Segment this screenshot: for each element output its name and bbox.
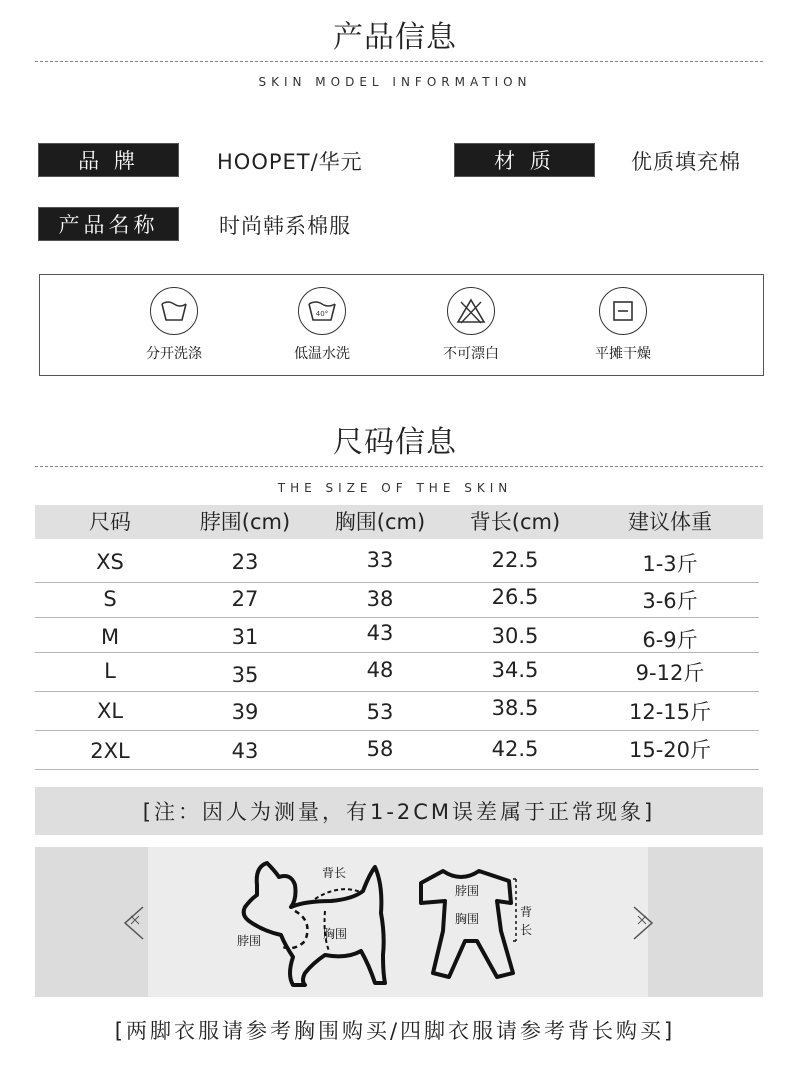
table-row [35,583,759,618]
divider [35,466,763,467]
chevron-left-icon[interactable] [119,903,147,943]
coat-back-label: 长 [520,923,533,937]
care-item [114,287,234,363]
table-row [35,541,759,583]
size-table-header [35,505,763,539]
dry-flat-icon [599,287,647,335]
cell-size: S [103,587,117,611]
header-weight: 建议体重 [628,510,712,534]
brand-label: 品 牌 [38,143,179,177]
care-label: 平摊干燥 [595,346,651,362]
cell-neck: 23 [231,550,259,574]
care-item [262,287,382,363]
svg-text:40°: 40° [315,310,329,318]
no-bleach-icon [447,287,495,335]
coat-chest-label: 胸围 [455,912,480,926]
measurement-note: [注：因人为测量，有1-2CM误差属于正常现象] [35,787,763,835]
table-row [35,731,759,770]
product-name-value: 时尚韩系棉服 [219,214,351,238]
header-chest: 胸围(cm) [334,510,426,534]
material-value: 优质填充棉 [631,150,741,174]
divider [35,61,763,62]
cell-chest: 33 [366,548,394,572]
table-row [35,653,759,692]
coat-back-label: 背 [520,905,533,919]
cell-back: 34.5 [491,658,539,682]
cell-neck: 35 [231,663,259,687]
cell-neck: 31 [231,625,259,649]
care-item [563,287,683,363]
cell-neck: 43 [231,739,259,763]
cell-back: 42.5 [491,737,539,761]
product-info-title: 产品信息 [333,20,457,55]
cell-neck: 39 [231,700,259,724]
cell-neck: 27 [231,587,259,611]
care-label: 分开洗涤 [146,346,202,362]
measurement-diagram [35,847,763,997]
cell-weight: 3-6斤 [642,589,698,613]
dog-back-label: 背长 [322,866,347,880]
size-info-title: 尺码信息 [333,425,457,460]
dog-outline-icon [235,855,395,993]
cell-chest: 48 [366,658,394,682]
cell-back: 22.5 [491,548,539,572]
cell-chest: 38 [366,587,394,611]
header-back: 背长(cm) [469,510,561,534]
cell-size: L [104,659,116,683]
header-size: 尺码 [89,510,131,534]
cell-chest: 43 [366,621,394,645]
chevron-right-icon[interactable] [630,903,658,943]
cell-weight: 1-3斤 [642,552,698,576]
header-neck: 脖围(cm) [199,510,291,534]
cell-size: XL [96,699,124,723]
hand-wash-icon [150,287,198,335]
cell-weight: 15-20斤 [628,738,712,762]
table-row [35,618,759,653]
cell-weight: 6-9斤 [642,628,698,652]
purchase-guide: [两脚衣服请参考胸围购买/四脚衣服请参考背长购买] [114,1019,676,1043]
table-row [35,692,759,731]
cell-back: 38.5 [491,696,539,720]
dog-neck-label: 脖围 [237,934,262,948]
cell-back: 30.5 [491,624,539,648]
coat-neck-label: 脖围 [455,884,480,898]
care-item [411,287,531,363]
wash-40-icon [298,287,346,335]
product-name-label: 产品名称 [38,207,179,241]
size-info-subtitle: THE SIZE OF THE SKIN [277,481,513,495]
cell-weight: 12-15斤 [628,700,712,724]
cell-size: XS [96,550,124,574]
cell-size: M [100,625,120,649]
brand-value: HOOPET/华元 [217,150,363,174]
care-label: 不可漂白 [443,346,499,362]
diagram-panel [148,847,648,997]
cell-back: 26.5 [491,585,539,609]
cell-size: 2XL [90,739,130,763]
dog-chest-label: 胸围 [323,927,348,941]
product-info-subtitle: SKIN MODEL INFORMATION [258,75,532,89]
care-label: 低温水洗 [294,346,350,362]
cell-chest: 58 [366,737,394,761]
cell-weight: 9-12斤 [635,661,705,685]
care-instructions [39,274,764,376]
material-label: 材 质 [454,143,595,177]
cell-chest: 53 [366,700,394,724]
